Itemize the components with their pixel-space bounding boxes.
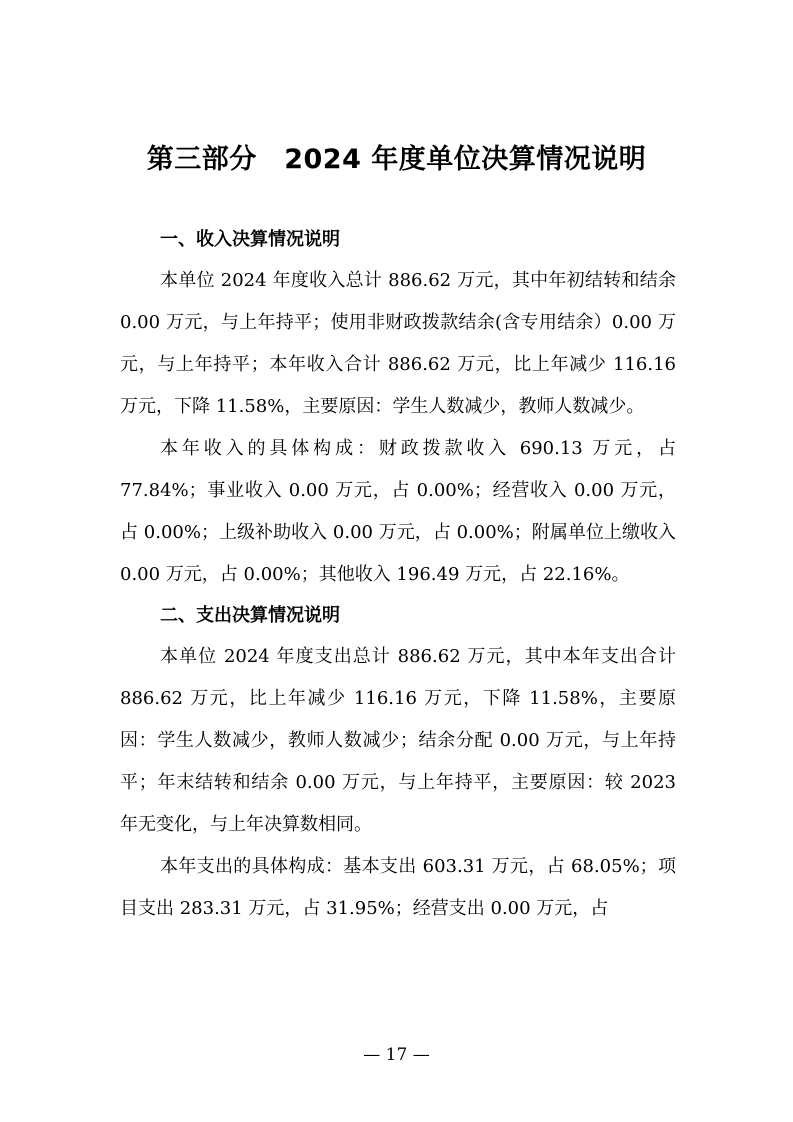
paragraph-expenditure-composition: 本年支出的具体构成：基本支出 603.31 万元，占 68.05%；项目支出 283.31 万元，占 31.95%；经营支出 0.00 万元，占 (120, 856, 676, 919)
paragraph-expenditure-summary: 本单位 2024 年度支出总计 886.62 万元，其中本年支出合计 886.62 万元，比上年减少 116.16 万元，下降 11.58%，主要原因：学生人数减少，教师人数减少；结余分配 0.00 万元，与上年持平；年末结转和结余 0.00 万元，与上年持平，主要原因：较 2023 年无变化，与上年决算数相同。 (120, 646, 676, 835)
page-number: — 17 — (363, 1045, 430, 1065)
section-heading-income: 一、收入决算情况说明 (160, 229, 340, 250)
section-heading-expenditure: 二、支出决算情况说明 (160, 605, 340, 626)
paragraph-income-composition: 本年收入的具体构成：财政拨款收入 690.13 万元，占 77.84%；事业收入 0.00 万元，占 0.00%；经营收入 0.00 万元，占 0.00%；上级补助收入 0.00 万元，占 0.00%；附属单位上缴收入 0.00 万元，占 0.00%；其他收入 196.49 万元，占 22.16%。 (120, 438, 676, 585)
page-title: 第三部分 2024 年度单位决算情况说明 (146, 144, 647, 175)
document-body (120, 220, 676, 930)
paragraph-income-summary: 本单位 2024 年度收入总计 886.62 万元，其中年初结转和结余 0.00 万元，与上年持平；使用非财政拨款结余(含专用结余）0.00 万元，与上年持平；本年收入合计 886.62 万元，比上年减少 116.16 万元，下降 11.58%，主要原因：学生人数减少，教师人数减少。 (120, 270, 676, 417)
